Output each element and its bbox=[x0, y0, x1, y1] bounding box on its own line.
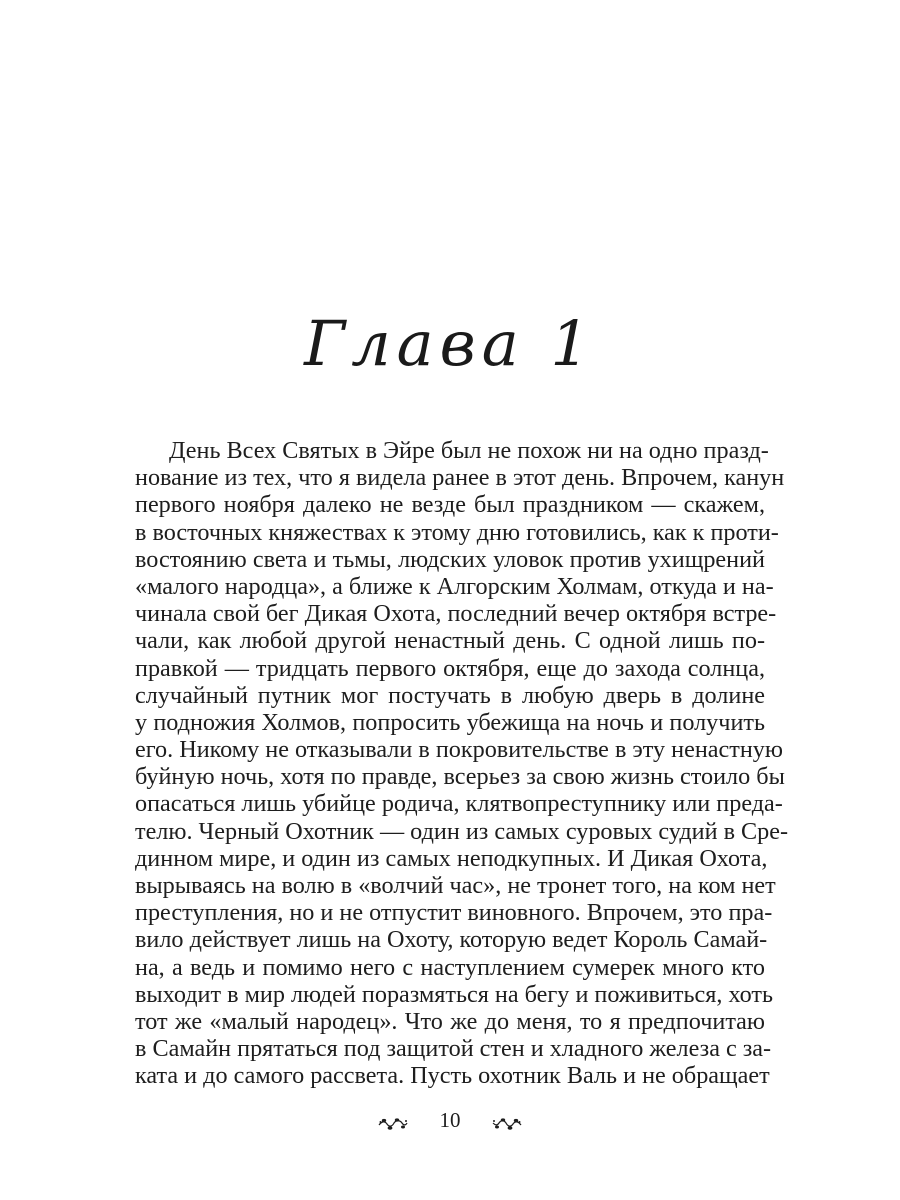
floral-ornament-left-icon bbox=[378, 1113, 408, 1129]
text-line: чинала свой бег Дикая Охота, последний вечер октября встре- bbox=[135, 600, 777, 628]
text-line: правкой — тридцать первого октября, еще до захода солнца, bbox=[135, 654, 765, 682]
text-line: динном мире, и один из самых неподкупных. И Дикая Охота, bbox=[135, 844, 768, 872]
text-line: в Самайн прятаться под защитой стен и хладного железа с за- bbox=[135, 1035, 772, 1063]
chapter-title: Глава 1 bbox=[304, 306, 596, 380]
text-line: ката и до самого рассвета. Пусть охотник Валь и не обращает bbox=[135, 1062, 770, 1090]
text-line: тот же «малый народец». Что же до меня, то я предпочитаю bbox=[135, 1007, 765, 1035]
text-line: его. Никому не отказывали в покровительстве в эту ненастную bbox=[135, 736, 783, 764]
text-line: в восточных княжествах к этому дню готовились, как к проти- bbox=[135, 518, 779, 546]
text-line: востоянию света и тьмы, людских уловок против ухищрений bbox=[135, 545, 765, 573]
text-line: буйную ночь, хотя по правде, всерьез за свою жизнь стоило бы bbox=[135, 763, 785, 791]
text-line: преступления, но и не отпустит виновного. Впрочем, это пра- bbox=[135, 899, 773, 927]
text-line: вило действует лишь на Охоту, которую ведет Король Самай- bbox=[135, 926, 768, 954]
text-line: выходит в мир людей поразмяться на бегу и поживиться, хоть bbox=[135, 980, 773, 1008]
text-line: случайный путник мог постучать в любую дверь в долине bbox=[135, 681, 765, 709]
text-line: телю. Черный Охотник — один из самых суровых судий в Сре- bbox=[135, 817, 789, 845]
text-line: «малого народца», а ближе к Алгорским Холмам, откуда и на- bbox=[135, 572, 774, 600]
text-line: вырываясь на волю в «волчий час», не тронет того, на ком нет bbox=[135, 872, 776, 899]
text-line: нование из тех, что я видела ранее в этот день. Впрочем, канун bbox=[135, 464, 785, 492]
text-line: чали, как любой другой ненастный день. С одной лишь по- bbox=[135, 627, 765, 655]
page-number: 10 bbox=[439, 1108, 461, 1132]
text-line: опасаться лишь убийце родича, клятвопреступнику или преда- bbox=[135, 790, 783, 818]
text-line: на, а ведь и помимо него с наступлением сумерек много кто bbox=[135, 953, 765, 981]
floral-ornament-right-icon bbox=[492, 1113, 522, 1129]
chapter-body-text bbox=[135, 437, 789, 1090]
text-line: День Всех Святых в Эйре был не похож ни на одно празд- bbox=[169, 437, 769, 464]
text-line: первого ноября далеко не везде был праздником — скажем, bbox=[135, 491, 765, 519]
page-footer bbox=[0, 1108, 900, 1133]
text-line: у подножия Холмов, попросить убежища на ночь и получить bbox=[135, 708, 765, 736]
